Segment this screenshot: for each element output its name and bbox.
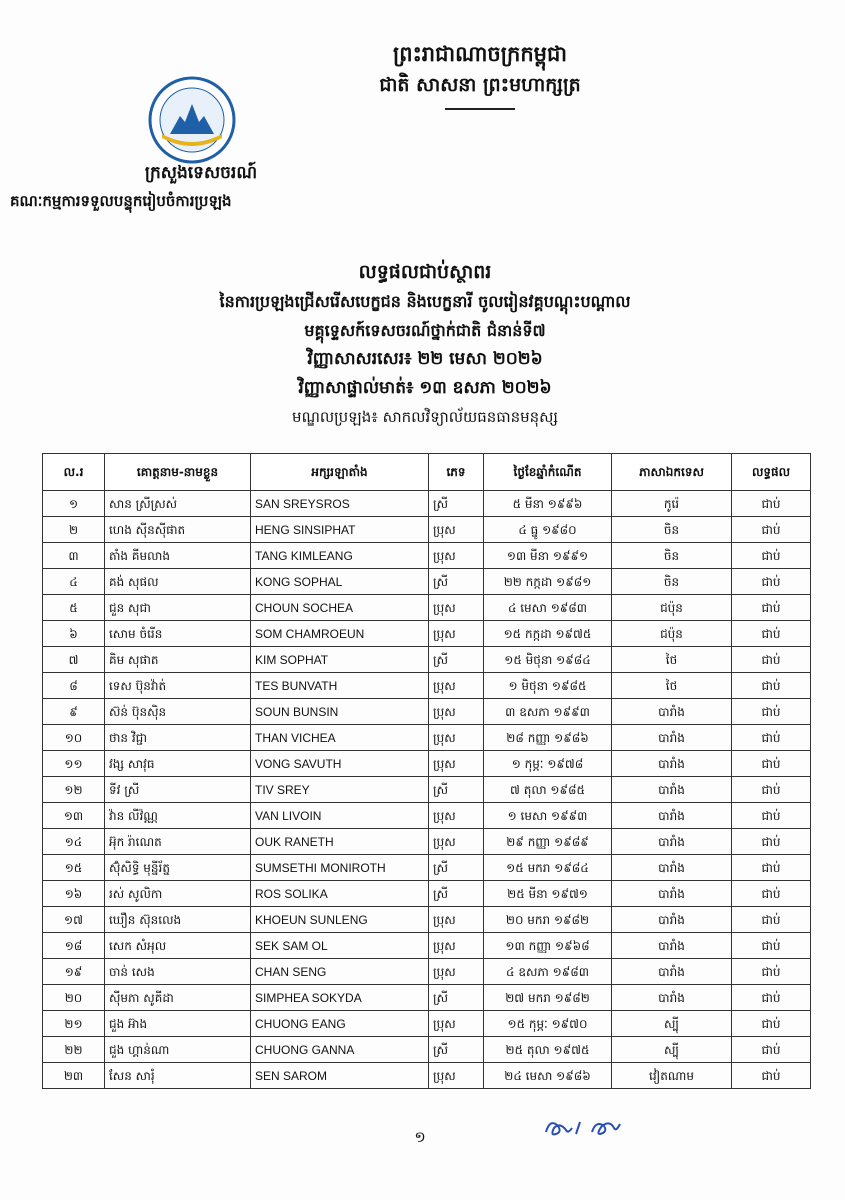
result-cell: ជាប់ xyxy=(732,491,811,517)
date-of-birth-cell: ១៥ មករា ១៩៨៤ xyxy=(484,855,612,881)
ministry-of-tourism-logo xyxy=(148,76,236,164)
result-cell: ជាប់ xyxy=(732,1063,811,1089)
oral-exam-date: វិញ្ញាសាផ្ទាល់មាត់៖ ១៣ ឧសភា ២០២៦ xyxy=(298,378,552,398)
date-of-birth-cell: ៤ ឧសភា ១៩៨៣ xyxy=(484,959,612,985)
row-number-cell: ១០ xyxy=(43,725,105,751)
date-of-birth-cell: ៣ ឧសភា ១៩៩៣ xyxy=(484,699,612,725)
sex-cell: ស្រី xyxy=(429,491,484,517)
sex-cell: ប្រុស xyxy=(429,621,484,647)
sex-cell: ប្រុស xyxy=(429,1063,484,1089)
khmer-name-cell: រស់ សូលិកា xyxy=(105,881,251,907)
language-cell: ថៃ xyxy=(612,647,732,673)
latin-name-cell: SEK SAM OL xyxy=(251,933,429,959)
latin-name-cell: THAN VICHEA xyxy=(251,725,429,751)
row-number-cell: ១ xyxy=(43,491,105,517)
khmer-name-cell: ទីវ ស្រី xyxy=(105,777,251,803)
exam-center: មណ្ឌលប្រឡង៖ សាកលវិទ្យាល័យធនធានមនុស្ស xyxy=(292,408,558,426)
result-cell: ជាប់ xyxy=(732,803,811,829)
latin-name-cell: TIV SREY xyxy=(251,777,429,803)
row-number-cell: ១៥ xyxy=(43,855,105,881)
khmer-name-cell: គង់ សុផល xyxy=(105,569,251,595)
khmer-name-cell: តាំង គីមលាង xyxy=(105,543,251,569)
sex-cell: ប្រុស xyxy=(429,673,484,699)
khmer-name-cell: ចាន់ សេង xyxy=(105,959,251,985)
latin-name-cell: CHAN SENG xyxy=(251,959,429,985)
date-of-birth-cell: ១៥ មិថុនា ១៩៨៤ xyxy=(484,647,612,673)
language-cell: បារាំង xyxy=(612,985,732,1011)
date-of-birth-cell: ៤ ធ្នូ ១៩៨០ xyxy=(484,517,612,543)
row-number-cell: ២២ xyxy=(43,1037,105,1063)
table-row xyxy=(43,985,811,1011)
table-row xyxy=(43,959,811,985)
language-cell: ថៃ xyxy=(612,673,732,699)
date-of-birth-cell: ២៥ មីនា ១៩៧១ xyxy=(484,881,612,907)
khmer-name-cell: ស៊ុំសិទ្ធិ មុន្នីរ័ត្ន xyxy=(105,855,251,881)
result-cell: ជាប់ xyxy=(732,673,811,699)
row-number-cell: ១៣ xyxy=(43,803,105,829)
table-row xyxy=(43,673,811,699)
language-cell: បារាំង xyxy=(612,959,732,985)
sex-cell: ស្រី xyxy=(429,777,484,803)
row-number-cell: ៣ xyxy=(43,543,105,569)
result-cell: ជាប់ xyxy=(732,595,811,621)
khmer-name-cell: ជួង ហ្គាន់ណា xyxy=(105,1037,251,1063)
khmer-name-cell: ឃឿន ស៊ុនលេង xyxy=(105,907,251,933)
row-number-cell: ២៣ xyxy=(43,1063,105,1089)
table-row xyxy=(43,647,811,673)
header-language: ភាសាឯកទេស xyxy=(612,454,732,491)
sex-cell: ស្រី xyxy=(429,647,484,673)
row-number-cell: ១៨ xyxy=(43,933,105,959)
sex-cell: ប្រុស xyxy=(429,1011,484,1037)
date-of-birth-cell: ២០ មករា ១៩៨២ xyxy=(484,907,612,933)
result-cell: ជាប់ xyxy=(732,1037,811,1063)
sex-cell: ស្រី xyxy=(429,855,484,881)
language-cell: ជប៉ុន xyxy=(612,595,732,621)
row-number-cell: ១៦ xyxy=(43,881,105,907)
header-divider xyxy=(445,108,515,120)
table-row xyxy=(43,803,811,829)
results-table xyxy=(42,453,811,1089)
language-cell: ចិន xyxy=(612,517,732,543)
khmer-name-cell: ស៊ន់ ប៊ុនស៊ិន xyxy=(105,699,251,725)
latin-name-cell: SOUN BUNSIN xyxy=(251,699,429,725)
row-number-cell: ១៩ xyxy=(43,959,105,985)
result-cell: ជាប់ xyxy=(732,907,811,933)
national-motto: ជាតិ សាសនា ព្រះមហាក្សត្រ xyxy=(379,74,581,96)
table-row xyxy=(43,621,811,647)
sex-cell: ប្រុស xyxy=(429,959,484,985)
result-cell: ជាប់ xyxy=(732,777,811,803)
page-number: ១ xyxy=(414,1128,426,1146)
table-header-row xyxy=(43,454,811,491)
table-row xyxy=(43,543,811,569)
results-table-body xyxy=(43,491,811,1089)
date-of-birth-cell: ៥ មីនា ១៩៩៦ xyxy=(484,491,612,517)
header-latin-name: អក្សរឡាតាំង xyxy=(251,454,429,491)
date-of-birth-cell: ២៨ កញ្ញា ១៩៨៦ xyxy=(484,725,612,751)
khmer-name-cell: អ៊ុក រ៉ាណេត xyxy=(105,829,251,855)
sex-cell: ស្រី xyxy=(429,881,484,907)
table-row xyxy=(43,1037,811,1063)
date-of-birth-cell: ២៤ មេសា ១៩៨៦ xyxy=(484,1063,612,1089)
language-cell: ស្ប៉ី xyxy=(612,1011,732,1037)
latin-name-cell: SAN SREYSROS xyxy=(251,491,429,517)
result-cell: ជាប់ xyxy=(732,725,811,751)
sex-cell: ស្រី xyxy=(429,569,484,595)
row-number-cell: ៨ xyxy=(43,673,105,699)
khmer-name-cell: ជួន សុជា xyxy=(105,595,251,621)
table-row xyxy=(43,699,811,725)
table-row xyxy=(43,569,811,595)
row-number-cell: ១៧ xyxy=(43,907,105,933)
latin-name-cell: KONG SOPHAL xyxy=(251,569,429,595)
kingdom-title: ព្រះរាជាណាចក្រកម្ពុជា xyxy=(392,42,567,66)
written-exam-date: វិញ្ញាសាសរសេរ៖ ២២ មេសា ២០២៦ xyxy=(307,349,543,369)
result-cell: ជាប់ xyxy=(732,751,811,777)
row-number-cell: ៩ xyxy=(43,699,105,725)
sex-cell: ប្រុស xyxy=(429,933,484,959)
latin-name-cell: CHUONG EANG xyxy=(251,1011,429,1037)
row-number-cell: ១២ xyxy=(43,777,105,803)
latin-name-cell: VAN LIVOIN xyxy=(251,803,429,829)
language-cell: បារាំង xyxy=(612,829,732,855)
date-of-birth-cell: ១៣ មីនា ១៩៩១ xyxy=(484,543,612,569)
document-title-block xyxy=(100,258,750,432)
table-row xyxy=(43,725,811,751)
date-of-birth-cell: ១៥ កក្កដា ១៩៧៥ xyxy=(484,621,612,647)
result-cell: ជាប់ xyxy=(732,621,811,647)
row-number-cell: ៥ xyxy=(43,595,105,621)
latin-name-cell: SIMPHEA SOKYDA xyxy=(251,985,429,1011)
khmer-name-cell: វង្ស សាវុធ xyxy=(105,751,251,777)
row-number-cell: ៦ xyxy=(43,621,105,647)
result-cell: ជាប់ xyxy=(732,829,811,855)
khmer-name-cell: ហេង ស៊ីនស៊ីផាត xyxy=(105,517,251,543)
khmer-name-cell: សេក សំអុល xyxy=(105,933,251,959)
sex-cell: ប្រុស xyxy=(429,751,484,777)
latin-name-cell: KHOEUN SUNLENG xyxy=(251,907,429,933)
header-khmer-name: គោត្តនាម-នាមខ្លួន xyxy=(105,454,251,491)
khmer-name-cell: គិម សុផាត xyxy=(105,647,251,673)
khmer-name-cell: ទេស ប៊ុនវ៉ាត់ xyxy=(105,673,251,699)
date-of-birth-cell: ២២ កក្កដា ១៩៨១ xyxy=(484,569,612,595)
result-title: លទ្ធផលជាប់ស្ថាពរ xyxy=(358,261,492,283)
table-row xyxy=(43,881,811,907)
khmer-name-cell: សោម ចំរើន xyxy=(105,621,251,647)
result-cell: ជាប់ xyxy=(732,699,811,725)
row-number-cell: ២០ xyxy=(43,985,105,1011)
table-row xyxy=(43,751,811,777)
header-result: លទ្ធផល xyxy=(732,454,811,491)
training-course: មគ្គុទ្ទេសក៍ទេសចរណ៍ថ្នាក់ជាតិ ជំនាន់ទី៧ xyxy=(304,321,546,340)
language-cell: បារាំង xyxy=(612,777,732,803)
latin-name-cell: ROS SOLIKA xyxy=(251,881,429,907)
row-number-cell: ៤ xyxy=(43,569,105,595)
language-cell: កូរ៉េ xyxy=(612,491,732,517)
language-cell: បារាំង xyxy=(612,907,732,933)
sex-cell: ប្រុស xyxy=(429,725,484,751)
language-cell: បារាំង xyxy=(612,699,732,725)
language-cell: ជប៉ុន xyxy=(612,621,732,647)
result-cell: ជាប់ xyxy=(732,933,811,959)
result-cell: ជាប់ xyxy=(732,985,811,1011)
language-cell: ចិន xyxy=(612,543,732,569)
language-cell: បារាំង xyxy=(612,803,732,829)
result-cell: ជាប់ xyxy=(732,959,811,985)
header-sex: ភេទ xyxy=(429,454,484,491)
latin-name-cell: SEN SAROM xyxy=(251,1063,429,1089)
signature-initials xyxy=(540,1112,660,1142)
latin-name-cell: TANG KIMLEANG xyxy=(251,543,429,569)
latin-name-cell: KIM SOPHAT xyxy=(251,647,429,673)
row-number-cell: ៧ xyxy=(43,647,105,673)
date-of-birth-cell: ១ មិថុនា ១៩៨៥ xyxy=(484,673,612,699)
table-row xyxy=(43,595,811,621)
latin-name-cell: TES BUNVATH xyxy=(251,673,429,699)
result-cell: ជាប់ xyxy=(732,517,811,543)
table-row xyxy=(43,491,811,517)
latin-name-cell: SOM CHAMROEUN xyxy=(251,621,429,647)
result-cell: ជាប់ xyxy=(732,569,811,595)
khmer-name-cell: ថាន វិជ្ជា xyxy=(105,725,251,751)
sex-cell: ប្រុស xyxy=(429,699,484,725)
committee-name: គណៈកម្មការទទួលបន្ទុករៀបចំការប្រឡង xyxy=(10,192,232,210)
table-row xyxy=(43,907,811,933)
latin-name-cell: SUMSETHI MONIROTH xyxy=(251,855,429,881)
latin-name-cell: HENG SINSIPHAT xyxy=(251,517,429,543)
date-of-birth-cell: ២៧ មករា ១៩៨២ xyxy=(484,985,612,1011)
khmer-name-cell: ជួង អ៊ាង xyxy=(105,1011,251,1037)
date-of-birth-cell: ២៩ កញ្ញា ១៩៨៩ xyxy=(484,829,612,855)
language-cell: ចិន xyxy=(612,569,732,595)
sex-cell: ស្រី xyxy=(429,1037,484,1063)
latin-name-cell: CHOUN SOCHEA xyxy=(251,595,429,621)
sex-cell: ប្រុស xyxy=(429,595,484,621)
khmer-name-cell: សែន សារុំ xyxy=(105,1063,251,1089)
khmer-name-cell: សាន ស្រីស្រស់ xyxy=(105,491,251,517)
result-cell: ជាប់ xyxy=(732,855,811,881)
table-row xyxy=(43,517,811,543)
result-cell: ជាប់ xyxy=(732,543,811,569)
sex-cell: ស្រី xyxy=(429,985,484,1011)
language-cell: បារាំង xyxy=(612,751,732,777)
result-cell: ជាប់ xyxy=(732,881,811,907)
date-of-birth-cell: ៤ មេសា ១៩៨៣ xyxy=(484,595,612,621)
latin-name-cell: CHUONG GANNA xyxy=(251,1037,429,1063)
table-row xyxy=(43,933,811,959)
table-row xyxy=(43,777,811,803)
header-date-of-birth: ថ្ងៃខែឆ្នាំកំណើត xyxy=(484,454,612,491)
row-number-cell: ១១ xyxy=(43,751,105,777)
khmer-name-cell: ស៊ីមភា សូគីដា xyxy=(105,985,251,1011)
latin-name-cell: VONG SAVUTH xyxy=(251,751,429,777)
sex-cell: ប្រុស xyxy=(429,907,484,933)
sex-cell: ប្រុស xyxy=(429,829,484,855)
table-row xyxy=(43,855,811,881)
row-number-cell: ១៤ xyxy=(43,829,105,855)
date-of-birth-cell: ១៥ កុម្ភៈ ១៩៧០ xyxy=(484,1011,612,1037)
date-of-birth-cell: ១ មេសា ១៩៩៣ xyxy=(484,803,612,829)
language-cell: វៀតណាម xyxy=(612,1063,732,1089)
language-cell: បារាំង xyxy=(612,725,732,751)
table-row xyxy=(43,1011,811,1037)
row-number-cell: ២១ xyxy=(43,1011,105,1037)
sex-cell: ប្រុស xyxy=(429,543,484,569)
result-cell: ជាប់ xyxy=(732,1011,811,1037)
language-cell: បារាំង xyxy=(612,855,732,881)
date-of-birth-cell: ២៥ តុលា ១៩៧៥ xyxy=(484,1037,612,1063)
exam-description: នៃការប្រឡងជ្រើសរើសបេក្ខជន និងបេក្ខនារី ចូលរៀនវគ្គបណ្តុះបណ្តាល xyxy=(219,292,631,311)
ministry-name: ក្រសួងទេសចរណ៍ xyxy=(144,163,258,183)
date-of-birth-cell: ៧ តុលា ១៩៨៥ xyxy=(484,777,612,803)
language-cell: បារាំង xyxy=(612,933,732,959)
result-cell: ជាប់ xyxy=(732,647,811,673)
language-cell: បារាំង xyxy=(612,881,732,907)
national-header xyxy=(300,38,660,120)
row-number-cell: ២ xyxy=(43,517,105,543)
sex-cell: ប្រុស xyxy=(429,803,484,829)
sex-cell: ប្រុស xyxy=(429,517,484,543)
header-number: ល.រ xyxy=(43,454,105,491)
khmer-name-cell: វ៉ាន លីវ៉ណ្ណ xyxy=(105,803,251,829)
table-row xyxy=(43,1063,811,1089)
latin-name-cell: OUK RANETH xyxy=(251,829,429,855)
table-row xyxy=(43,829,811,855)
language-cell: ស្ប៉ី xyxy=(612,1037,732,1063)
date-of-birth-cell: ១៣ កញ្ញា ១៩៦៨ xyxy=(484,933,612,959)
date-of-birth-cell: ១ កុម្ភៈ ១៩៧៨ xyxy=(484,751,612,777)
